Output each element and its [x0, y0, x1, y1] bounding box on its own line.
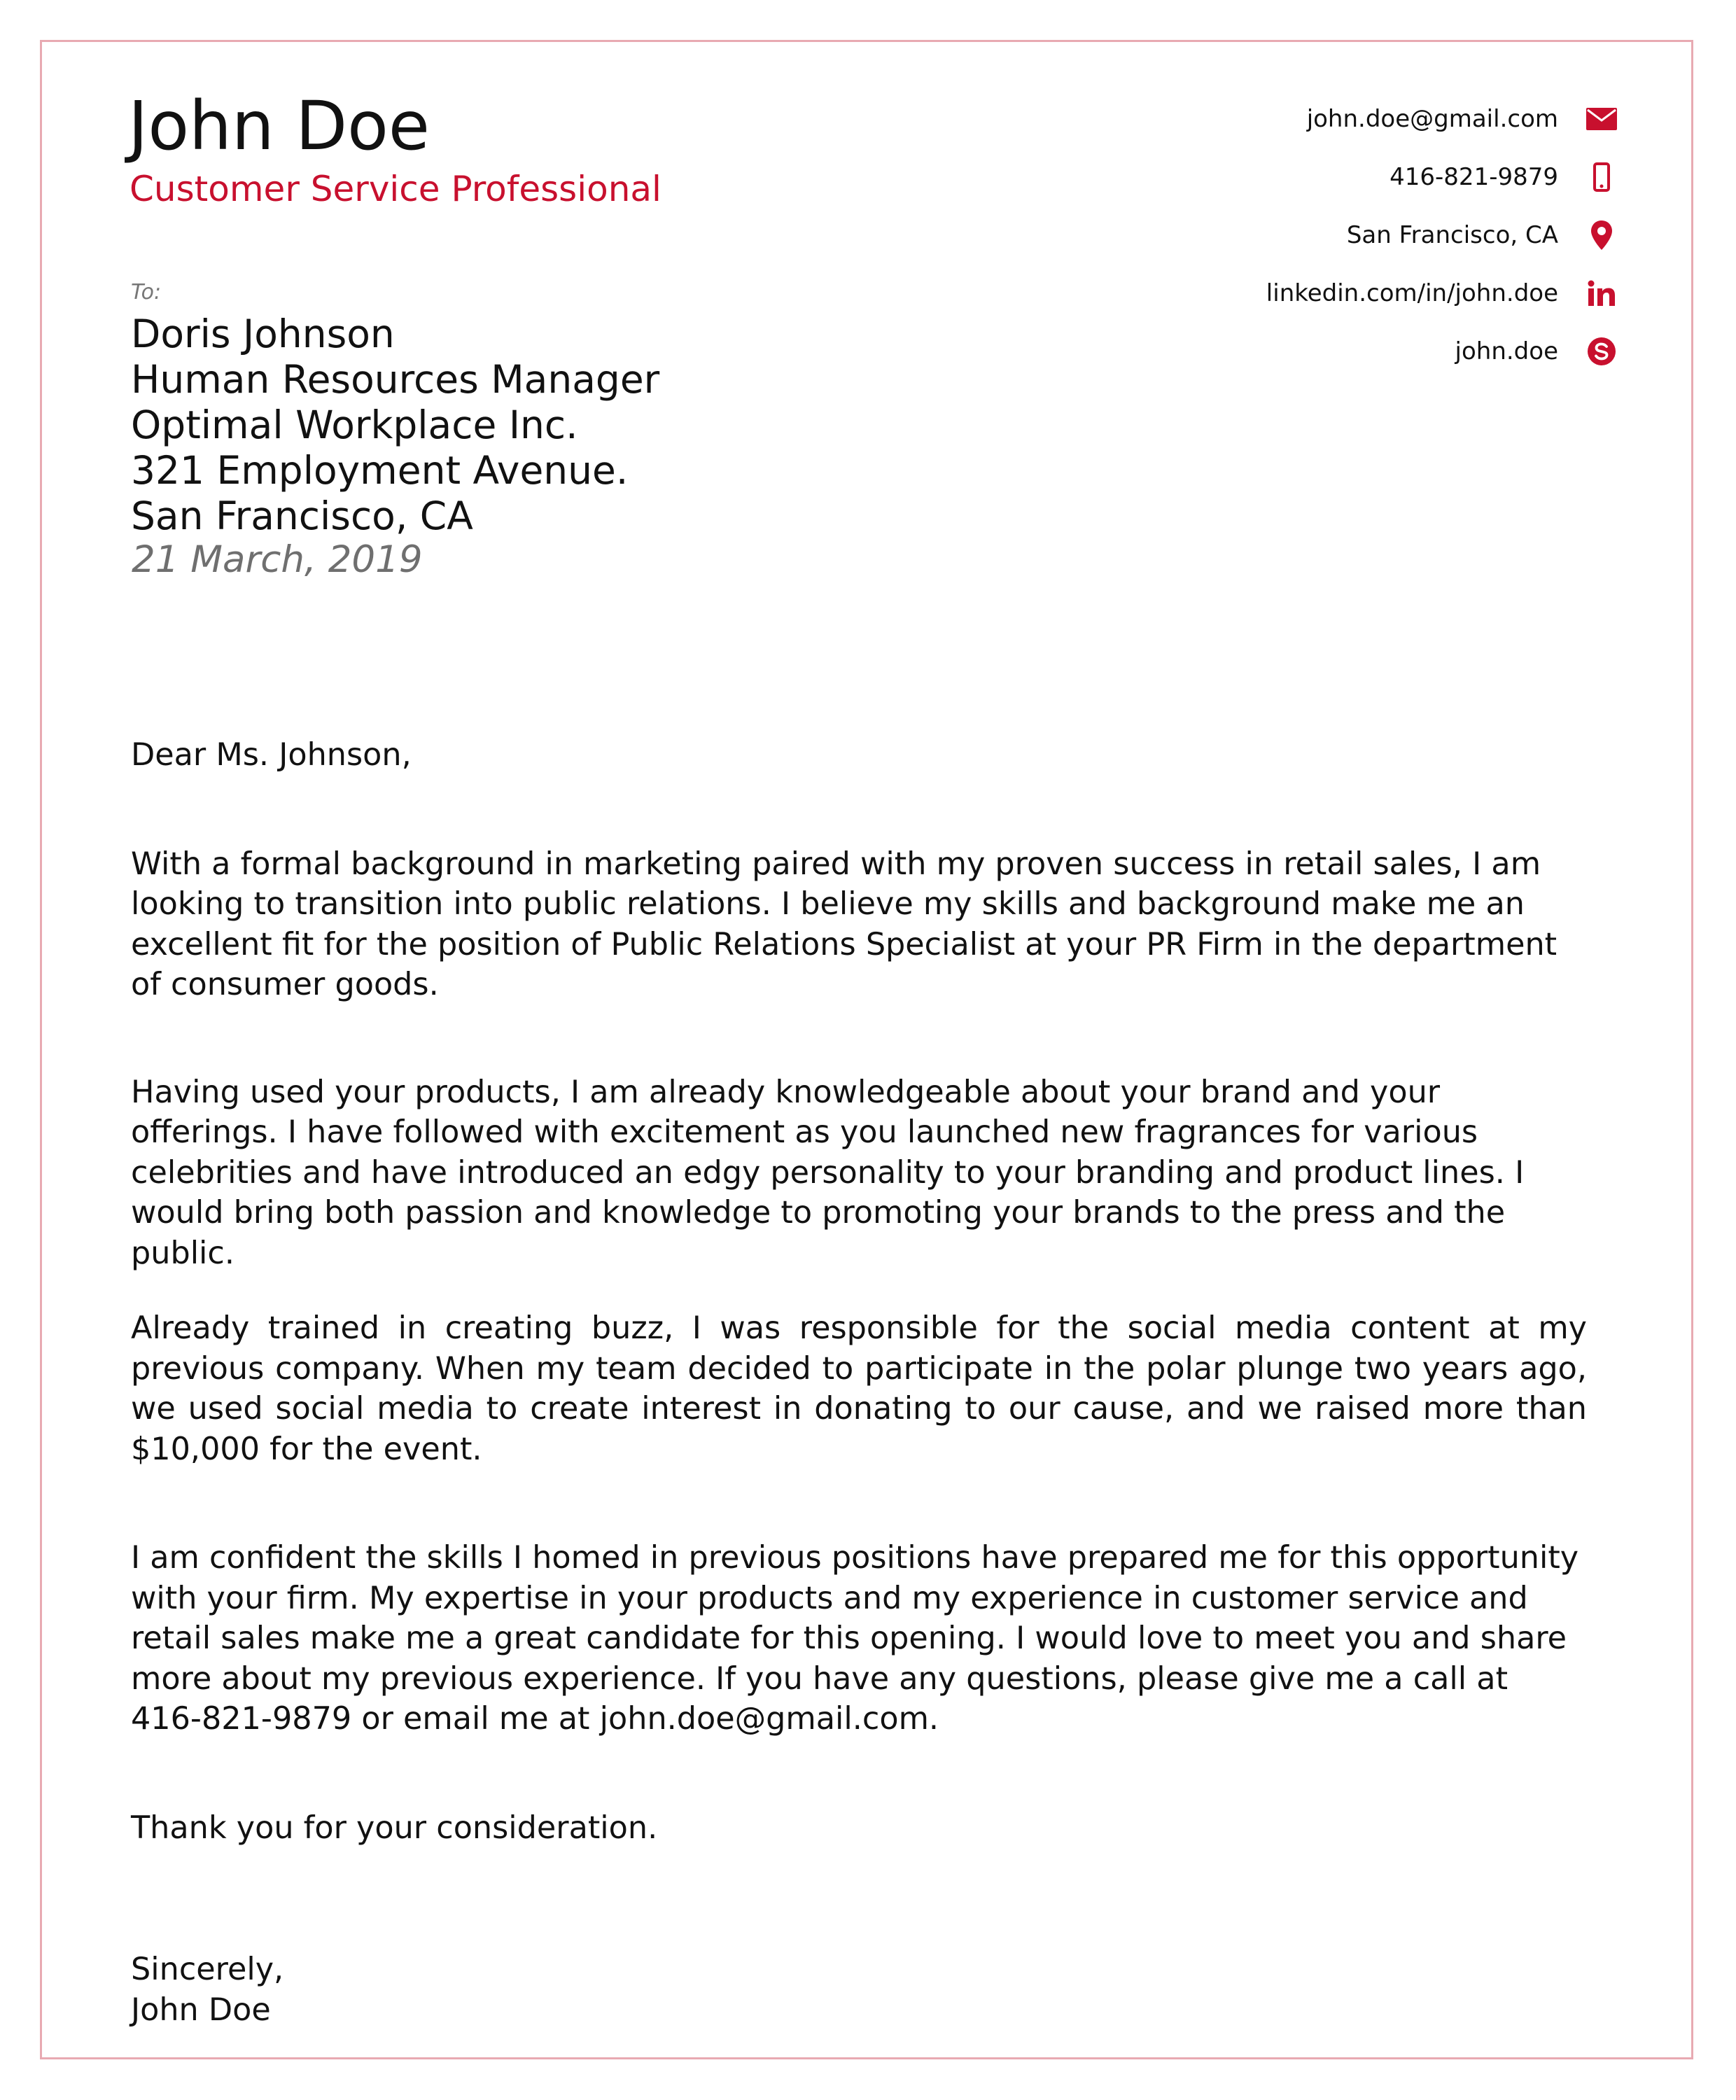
closing: Sincerely,	[131, 1952, 284, 1987]
letter-date: 21 March, 2019	[132, 538, 423, 581]
paragraph-1: With a formal background in marketing paired with my proven success in retail sales, I am looking to transition into public relations. I believe my skills and background make me an excellent fit for the position of Public Relations Specialist at your PR Firm in the department of consumer goods.	[131, 846, 1558, 1002]
thanks-line: Thank you for your consideration.	[131, 1809, 658, 1846]
paragraph-3: Already trained in creating buzz, I was responsible for the social media content at my previous company. When my team decided to participate in the polar plunge two years ago, we used social media to create interest in donating to our cause, and we raised more than $10,000 for the event.	[131, 1310, 1587, 1467]
recipient-name: Doris Johnson	[131, 312, 395, 356]
skype-icon	[1586, 336, 1617, 367]
paragraph-2: Having used your products, I am already knowledgeable about your brand and your offerings. I have followed with excitement as you launched new fragrances for various celebrities and have introduced an edgy personality to your branding and product lines. I would bring both passion and knowledge to promoting your brands to the press and the public.	[131, 1074, 1525, 1271]
contact-phone[interactable]	[987, 148, 1617, 206]
envelope-icon	[1586, 104, 1617, 134]
to-label: To:	[131, 280, 162, 304]
phone-icon	[1586, 162, 1617, 192]
paragraph-4: I am confident the skills I homed in previous positions have prepared me for this opportunity with your firm. My expertise in your products and my experience in customer service and retail sales make me a great candidate for this opening. I would love to meet you and share more about my previous experience. If you have any questions, please give me a call at 416-821-9879 or email me at john.doe@gmail.com.	[131, 1540, 1579, 1737]
contact-linkedin-text[interactable]: linkedin.com/in/john.doe	[1266, 279, 1558, 307]
location-pin-icon	[1586, 220, 1617, 251]
linkedin-icon	[1586, 278, 1617, 309]
greeting: Dear Ms. Johnson,	[131, 737, 412, 773]
sender-name: John Doe	[128, 87, 430, 165]
contact-skype-text[interactable]: john.doe	[1455, 337, 1558, 365]
contact-linkedin[interactable]	[987, 264, 1617, 322]
sender-title: Customer Service Professional	[130, 169, 662, 209]
contact-email[interactable]	[987, 90, 1617, 148]
recipient-company: Optimal Workplace Inc.	[131, 402, 578, 447]
contact-list	[987, 90, 1617, 380]
recipient-block	[131, 312, 659, 539]
recipient-city: San Francisco, CA	[131, 493, 473, 538]
contact-skype[interactable]	[987, 322, 1617, 380]
contact-location-text: San Francisco, CA	[1346, 220, 1558, 249]
recipient-street: 321 Employment Avenue.	[131, 448, 629, 493]
contact-email-text[interactable]: john.doe@gmail.com	[1306, 104, 1558, 133]
recipient-position: Human Resources Manager	[131, 357, 660, 402]
signature: John Doe	[131, 1991, 271, 2028]
contact-phone-text[interactable]: 416-821-9879	[1390, 162, 1558, 191]
contact-location	[987, 206, 1617, 264]
letter-body	[131, 735, 1587, 2030]
